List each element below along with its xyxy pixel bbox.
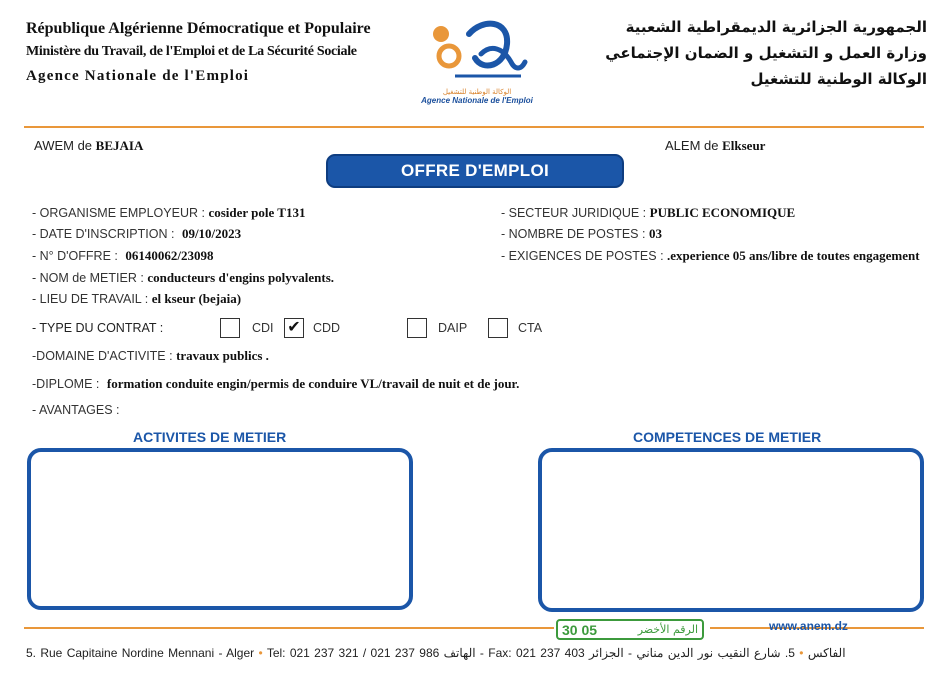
separator-dot-icon: •: [258, 646, 263, 660]
ministry-name-fr: Ministère du Travail, de l'Emploi et de La Sécurité Sociale: [26, 44, 357, 59]
secteur-field: [501, 205, 795, 221]
website-link[interactable]: www.anem.dz: [769, 619, 848, 633]
organisme-label: - ORGANISME EMPLOYEUR :: [32, 206, 205, 220]
lieu-field: [32, 291, 241, 307]
diplome-value: formation conduite engin/permis de conduire VL/travail de nuit et de jour.: [106, 376, 520, 391]
alem-value: Elkseur: [722, 138, 766, 153]
cdd-label: CDD: [313, 321, 341, 335]
green-number-label: الرقم الأخضر: [637, 623, 698, 636]
metier-value: conducteurs d'engins polyvalents.: [147, 270, 335, 285]
lieu-label: - LIEU DE TRAVAIL :: [32, 292, 149, 306]
cdi-checkbox[interactable]: [220, 318, 240, 338]
domaine-label: -DOMAINE D'ACTIVITE :: [32, 349, 173, 363]
metier-label: - NOM de METIER :: [32, 271, 144, 285]
activites-title: ACTIVITES DE METIER: [133, 429, 287, 445]
fax: Fax: 021 237 403 الفاكس: [488, 646, 846, 660]
logo-arabic-text: الوكالة الوطنية للتشغيل: [442, 88, 512, 96]
postes-label: - NOMBRE DE POSTES :: [501, 227, 646, 241]
green-number: 30 05: [562, 622, 598, 638]
date-value: 09/10/2023: [181, 226, 242, 241]
address-fr: 5. Rue Capitaine Nordine Mennani - Alger: [26, 646, 255, 660]
daip-label: DAIP: [438, 321, 468, 335]
competences-title: COMPETENCES DE METIER: [633, 429, 822, 445]
offre-value: 06140062/23098: [125, 248, 214, 263]
republic-name-ar: الجمهورية الجزائرية الديمقراطية الشعبية: [625, 18, 927, 36]
anem-logo: [412, 14, 542, 122]
cdd-checkbox[interactable]: [284, 318, 304, 338]
contrat-label: - TYPE DU CONTRAT :: [32, 321, 164, 335]
anem-logo-icon: [425, 14, 529, 86]
daip-checkbox[interactable]: [407, 318, 427, 338]
exigences-field: [501, 248, 920, 264]
lieu-value: el kseur (bejaia): [151, 291, 242, 306]
page-title: OFFRE D'EMPLOI: [326, 154, 624, 188]
footer-separator: -: [479, 646, 484, 660]
domaine-field: [32, 348, 269, 364]
green-number-badge: [556, 619, 704, 640]
ministry-name-ar: وزارة العمل و التشغيل و الضمان الإجتماعي: [605, 44, 927, 62]
republic-name-fr: République Algérienne Démocratique et Populaire: [26, 20, 371, 37]
organisme-field: [32, 205, 305, 221]
avantages-field: [32, 403, 120, 417]
postes-field: [501, 226, 662, 242]
separator-dot-icon-2: •: [799, 646, 804, 660]
date-label: - DATE D'INSCRIPTION :: [32, 227, 175, 241]
address-ar: 5. شارع النقيب نور الدين مناني - الجزائر: [589, 646, 795, 660]
avantages-label: - AVANTAGES :: [32, 403, 120, 417]
date-field: [32, 226, 241, 242]
cdi-label: CDI: [252, 321, 274, 335]
footer-address: [26, 646, 846, 660]
alem-label: ALEM de: [665, 138, 719, 153]
diplome-label: -DIPLOME :: [32, 377, 100, 391]
awem-label: AWEM de: [34, 138, 93, 153]
secteur-value: PUBLIC ECONOMIQUE: [649, 205, 796, 220]
organisme-value: cosider pole T131: [208, 205, 306, 220]
header-left: [26, 20, 371, 92]
secteur-label: - SECTEUR JURIDIQUE :: [501, 206, 647, 220]
agency-name-ar: الوكالة الوطنية للتشغيل: [750, 70, 927, 88]
header-divider: [24, 126, 924, 128]
domaine-value: travaux publics .: [176, 348, 269, 363]
header-right: [605, 18, 927, 96]
cta-checkbox[interactable]: [488, 318, 508, 338]
activites-box[interactable]: [27, 448, 413, 610]
telephone: Tel: 021 237 321 / 021 237 986 الهاتف: [266, 646, 476, 660]
exigences-value: .experience 05 ans/libre de toutes engagement: [667, 248, 920, 263]
agency-name-fr: Agence Nationale de l'Emploi: [26, 68, 250, 84]
metier-field: [32, 270, 334, 286]
footer-divider-left: [24, 627, 554, 629]
competences-box[interactable]: [538, 448, 924, 612]
diplome-field: [32, 376, 519, 392]
exigences-label: - EXIGENCES DE POSTES :: [501, 249, 664, 263]
awem-line: [34, 138, 143, 154]
logo-french-text: Agence Nationale de l'Emploi: [421, 96, 533, 105]
offre-label: - N° D'OFFRE :: [32, 249, 118, 263]
cdd-check-mark: ✔: [287, 319, 301, 336]
offre-field: [32, 248, 213, 264]
cta-label: CTA: [518, 321, 543, 335]
postes-value: 03: [648, 226, 662, 241]
awem-value: BEJAIA: [95, 138, 144, 153]
alem-line: [665, 138, 765, 154]
